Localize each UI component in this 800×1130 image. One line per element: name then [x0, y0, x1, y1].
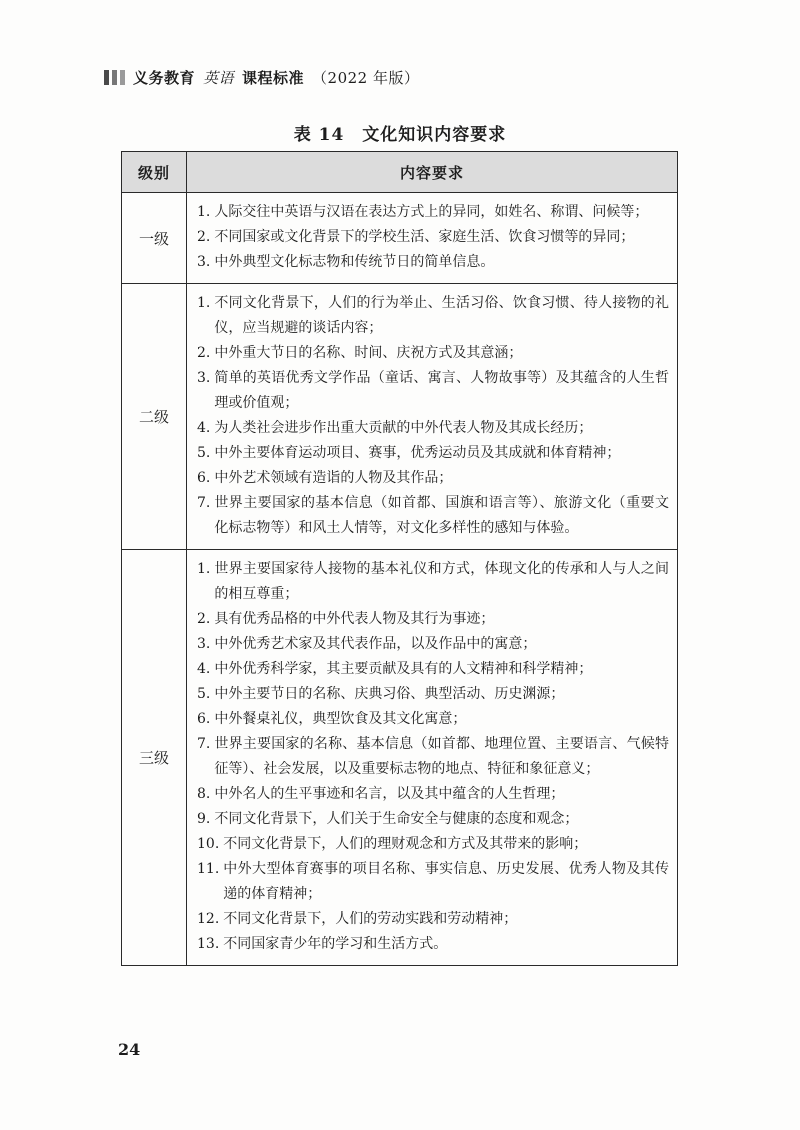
- item-text: 不同文化背景下，人们的理财观念和方式及其带来的影响；: [223, 836, 588, 852]
- requirement-item: [197, 657, 669, 682]
- item-number: 3.: [197, 254, 211, 270]
- requirement-item: [197, 225, 669, 250]
- item-number: 6.: [197, 470, 211, 486]
- header-subject: 英语: [203, 69, 235, 87]
- item-number: 13.: [197, 936, 220, 952]
- requirement-item: [197, 857, 669, 907]
- column-header-content: 内容要求: [187, 152, 678, 193]
- item-text: 中外主要体育运动项目、赛事，优秀运动员及其成就和体育精神；: [214, 445, 621, 461]
- item-number: 8.: [197, 786, 211, 802]
- level-cell: 三级: [122, 550, 187, 966]
- requirement-item: [197, 291, 669, 341]
- requirement-item: [197, 807, 669, 832]
- requirement-item: [197, 441, 669, 466]
- item-number: 10.: [197, 836, 220, 852]
- table-title: 表 14 文化知识内容要求: [293, 125, 507, 145]
- item-text: 不同国家或文化背景下的学校生活、家庭生活、饮食习惯等的异同；: [214, 229, 635, 245]
- level-cell: 二级: [122, 284, 187, 550]
- requirement-item: [197, 707, 669, 732]
- item-text: 人际交往中英语与汉语在表达方式上的异同，如姓名、称谓、问候等；: [214, 204, 649, 220]
- content-requirements-table: [121, 151, 678, 966]
- item-text: 中外主要节日的名称、庆典习俗、典型活动、历史渊源；: [214, 686, 565, 702]
- requirement-item: [197, 250, 669, 275]
- table-header-row: [122, 152, 678, 193]
- item-number: 6.: [197, 711, 211, 727]
- item-text: 中外艺术领域有造诣的人物及其作品；: [214, 470, 453, 486]
- item-number: 2.: [197, 611, 211, 627]
- header-doc: 课程标准: [242, 69, 305, 87]
- item-number: 4.: [197, 420, 211, 436]
- item-number: 5.: [197, 445, 211, 461]
- item-text: 中外名人的生平事迹和名言，以及其中蕴含的人生哲理；: [214, 786, 565, 802]
- item-text: 中外重大节日的名称、时间、庆祝方式及其意涵；: [214, 345, 523, 361]
- requirement-item: [197, 832, 669, 857]
- item-text: 世界主要国家待人接物的基本礼仪和方式，体现文化的传承和人与人之间的相互尊重；: [214, 561, 669, 602]
- item-number: 7.: [197, 495, 211, 511]
- requirement-item: [197, 341, 669, 366]
- requirement-item: [197, 732, 669, 782]
- item-number: 3.: [197, 636, 211, 652]
- requirement-item: [197, 557, 669, 607]
- item-text: 中外典型文化标志物和传统节日的简单信息。: [214, 254, 495, 270]
- item-number: 12.: [197, 911, 220, 927]
- item-number: 2.: [197, 229, 211, 245]
- item-text: 中外优秀艺术家及其代表作品，以及作品中的寓意；: [214, 636, 537, 652]
- header-edition: （2022 年版）: [312, 69, 420, 87]
- requirement-item: [197, 607, 669, 632]
- table-row: [122, 550, 678, 966]
- item-text: 中外优秀科学家，其主要贡献及具有的人文精神和科学精神；: [214, 661, 593, 677]
- column-header-level: 级别: [122, 152, 187, 193]
- page-number: 24: [118, 1040, 141, 1059]
- item-text: 中外大型体育赛事的项目名称、事实信息、历史发展、优秀人物及其传递的体育精神；: [223, 861, 669, 902]
- item-number: 3.: [197, 370, 211, 386]
- item-number: 11.: [197, 861, 220, 877]
- item-text: 中外餐桌礼仪，典型饮食及其文化寓意；: [214, 711, 467, 727]
- content-cell: [187, 193, 678, 284]
- running-header: [104, 67, 420, 88]
- item-text: 世界主要国家的名称、基本信息（如首都、地理位置、主要语言、气候特征等）、社会发展，以及重要标志物的地点、特征和象征意义；: [214, 736, 669, 777]
- requirement-item: [197, 782, 669, 807]
- requirement-item: [197, 416, 669, 441]
- item-number: 1.: [197, 561, 211, 577]
- item-text: 不同文化背景下，人们的劳动实践和劳动精神；: [223, 911, 518, 927]
- item-text: 为人类社会进步作出重大贡献的中外代表人物及其成长经历；: [214, 420, 593, 436]
- requirement-item: [197, 907, 669, 932]
- content-cell: [187, 284, 678, 550]
- item-number: 7.: [197, 736, 211, 752]
- item-number: 2.: [197, 345, 211, 361]
- item-text: 不同文化背景下，人们关于生命安全与健康的态度和观念；: [214, 811, 579, 827]
- level-cell: 一级: [122, 193, 187, 284]
- requirement-item: [197, 366, 669, 416]
- content-cell: [187, 550, 678, 966]
- item-text: 不同国家青少年的学习和生活方式。: [223, 936, 448, 952]
- item-text: 简单的英语优秀文学作品（童话、寓言、人物故事等）及其蕴含的人生哲理或价值观；: [214, 370, 669, 411]
- item-text: 具有优秀品格的中外代表人物及其行为事迹；: [214, 611, 495, 627]
- table-row: [122, 284, 678, 550]
- requirement-item: [197, 682, 669, 707]
- requirement-item: [197, 200, 669, 225]
- item-number: 9.: [197, 811, 211, 827]
- item-number: 1.: [197, 204, 211, 220]
- requirement-item: [197, 632, 669, 657]
- item-number: 1.: [197, 295, 211, 311]
- requirement-item: [197, 466, 669, 491]
- item-text: 世界主要国家的基本信息（如首都、国旗和语言等）、旅游文化（重要文化标志物等）和风土人情等，对文化多样性的感知与体验。: [214, 495, 669, 536]
- table-row: [122, 193, 678, 284]
- item-number: 4.: [197, 661, 211, 677]
- header-bar-icon: [104, 70, 125, 85]
- requirement-item: [197, 932, 669, 957]
- requirement-item: [197, 491, 669, 541]
- item-number: 5.: [197, 686, 211, 702]
- item-text: 不同文化背景下，人们的行为举止、生活习俗、饮食习惯、待人接物的礼仪，应当规避的谈话内容；: [214, 295, 669, 336]
- header-book: 义务教育: [133, 69, 196, 87]
